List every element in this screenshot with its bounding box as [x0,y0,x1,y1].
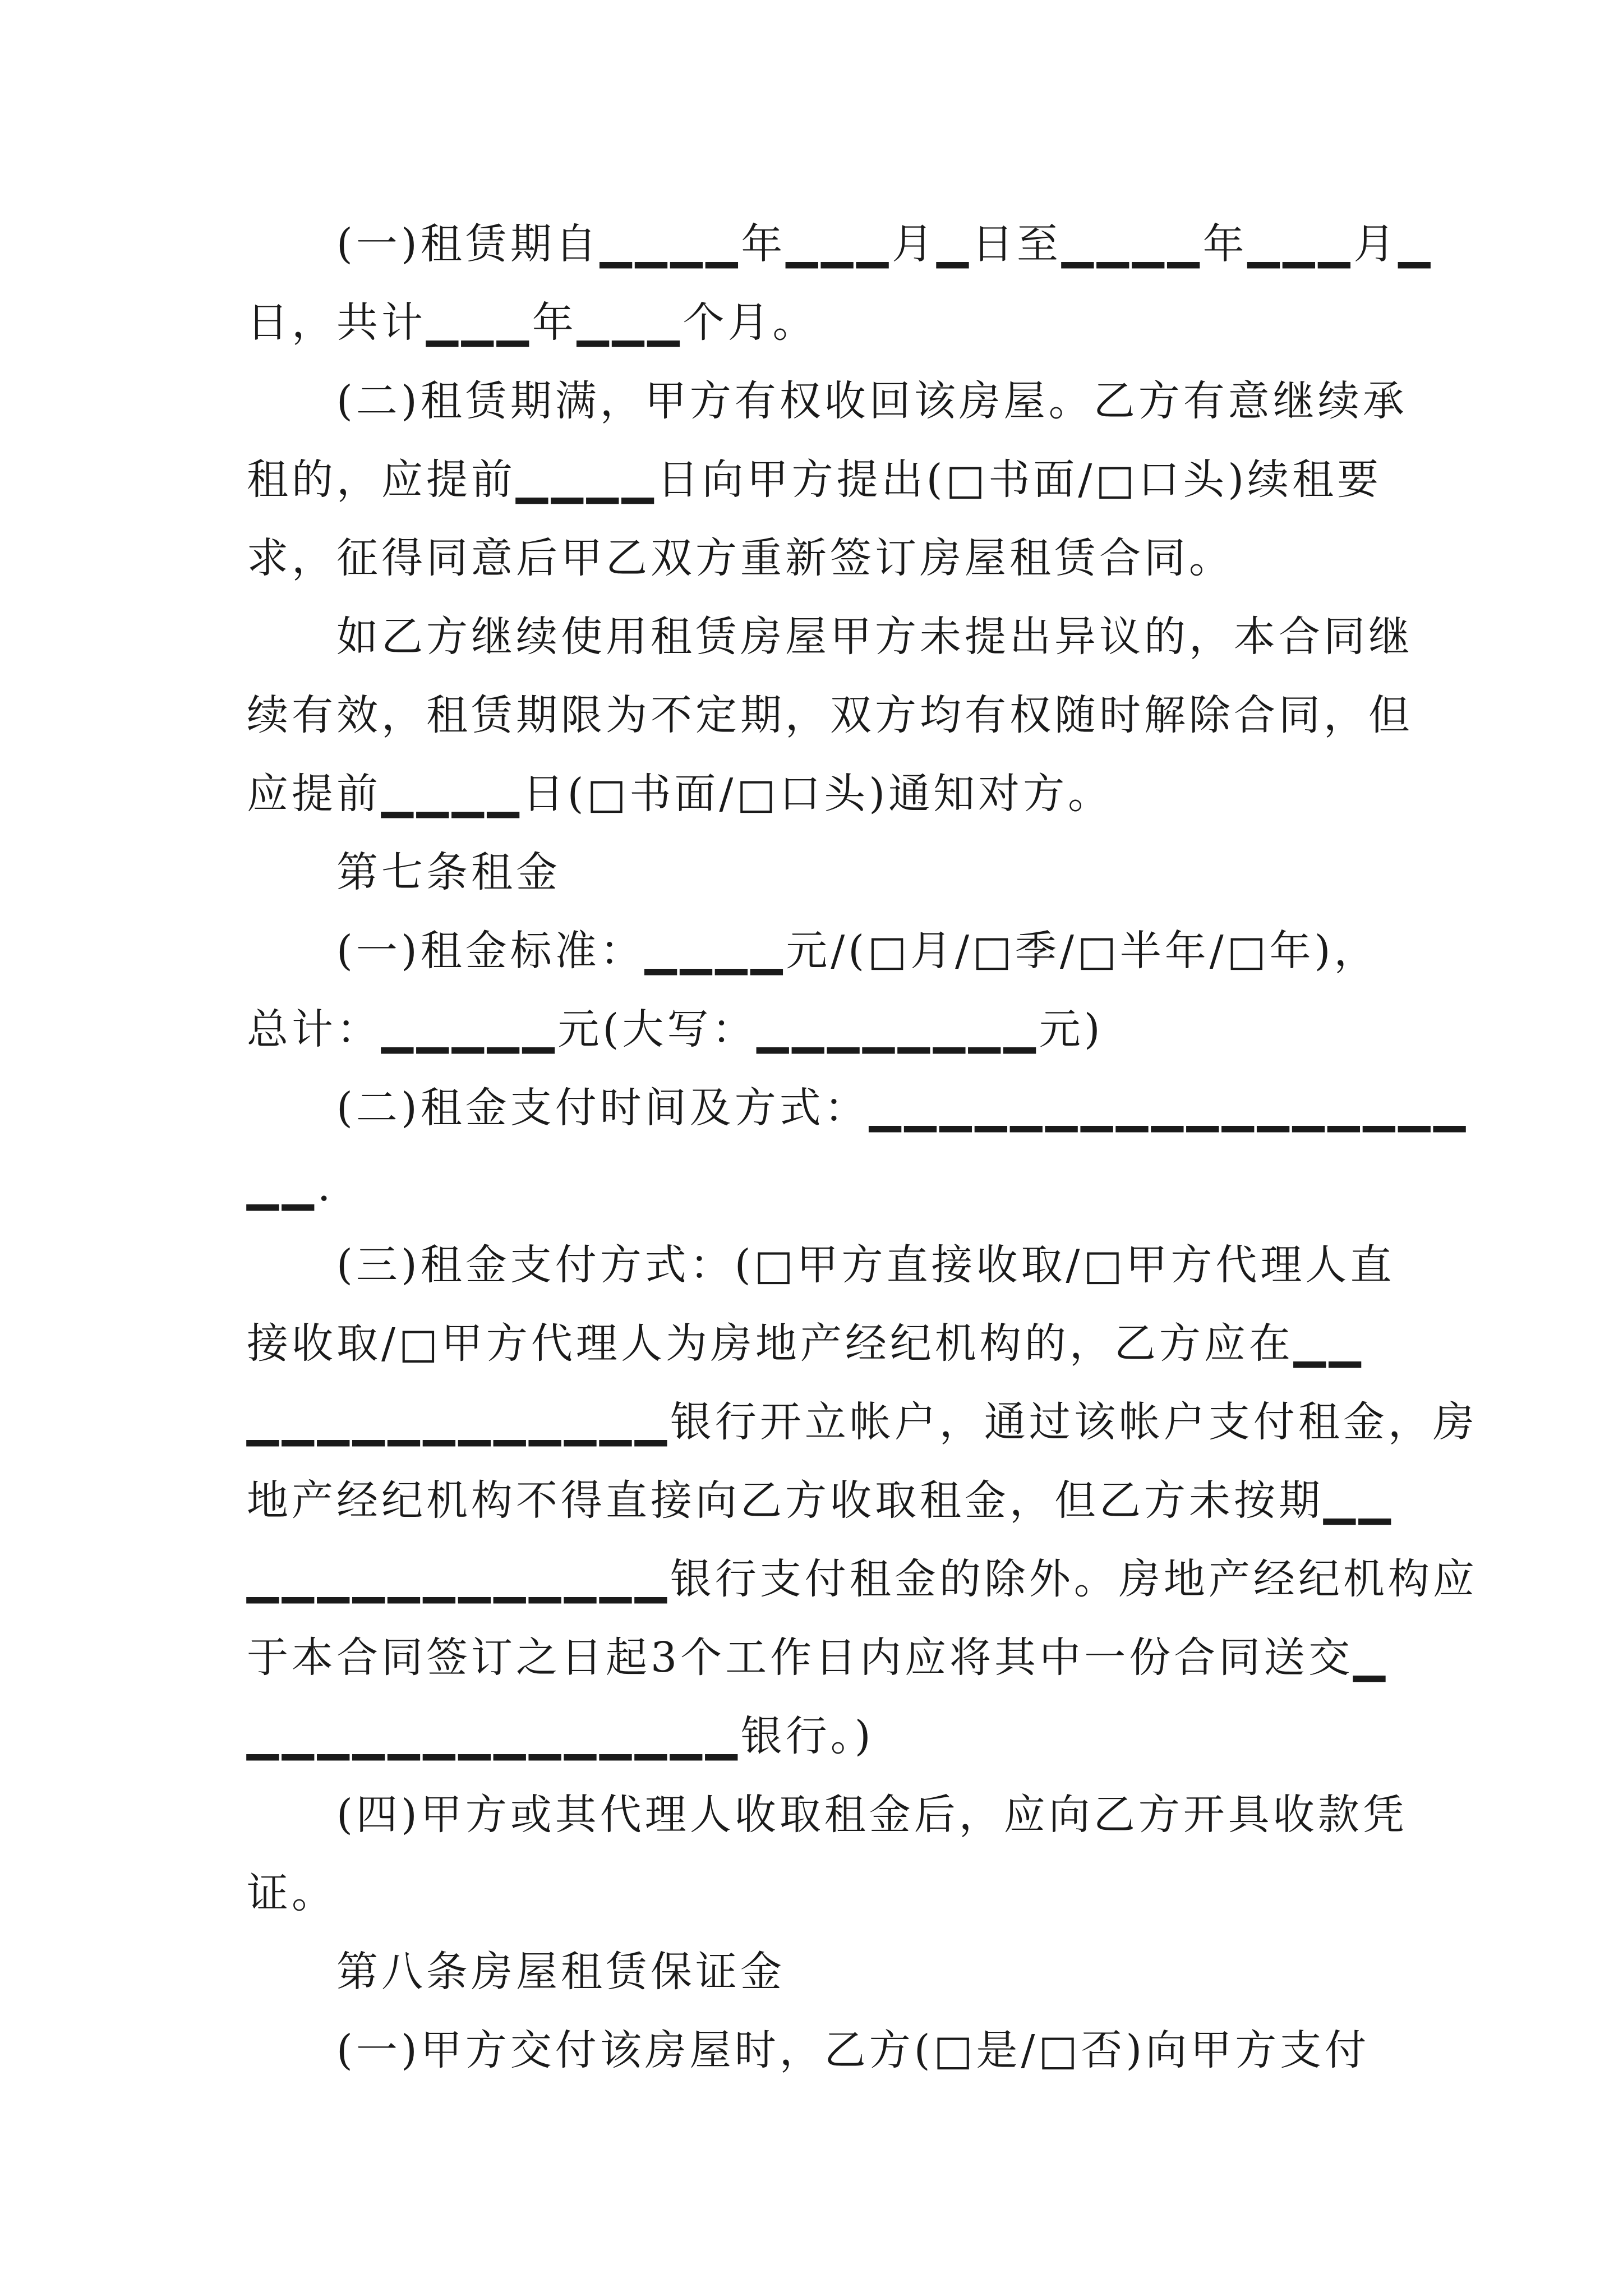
text-line: 应提前▁▁▁▁日(□书面/□口头)通知对方。 [247,770,1113,818]
text-line: (二)租赁期满，甲方有权收回该房屋。乙方有意继续承 [336,377,1408,425]
text-line: ▁▁▁▁▁▁▁▁▁▁▁▁▁▁银行。) [247,1712,874,1760]
text-line: (一)甲方交付该房屋时，乙方(□是/□否)向甲方支付 [336,2026,1370,2074]
text-line: (二)租金支付时间及方式：▁▁▁▁▁▁▁▁▁▁▁▁▁▁▁▁▁ [336,1084,1469,1132]
text-line: 租的，应提前▁▁▁▁日向甲方提出(□书面/□口头)续租要 [247,455,1382,504]
text-line: 地产经纪机构不得直接向乙方收取租金，但乙方未按期▁▁ [247,1476,1394,1525]
text-line: 续有效，租赁期限为不定期，双方均有权随时解除合同，但 [247,691,1413,739]
text-line: 日，共计▁▁▁年▁▁▁个月。 [247,298,818,347]
text-line: 接收取/□甲方代理人为房地产经纪机构的，乙方应在▁▁ [247,1319,1364,1368]
text-line: ▁▁. [247,1162,334,1211]
section-heading: 第八条房屋租赁保证金 [336,1948,785,1996]
text-line: 如乙方继续使用租赁房屋甲方未提出异议的，本合同继 [336,613,1413,661]
text-line: (一)租赁期自▁▁▁▁年▁▁▁月▁日至▁▁▁▁年▁▁▁月▁ [336,220,1434,268]
text-line: (一)租金标准：▁▁▁▁元/(□月/□季/□半年/□年)， [336,927,1379,975]
text-line: (三)租金支付方式：(□甲方直接收取/□甲方代理人直 [336,1241,1395,1289]
text-line: ▁▁▁▁▁▁▁▁▁▁▁▁银行支付租金的除外。房地产经纪机构应 [247,1555,1478,1603]
text-line: (四)甲方或其代理人收取租金后，应向乙方开具收款凭 [336,1791,1408,1839]
text-line: 证。 [247,1869,336,1917]
text-line: ▁▁▁▁▁▁▁▁▁▁▁▁银行开立帐户，通过该帐户支付租金，房 [247,1398,1478,1446]
text-line: 求，征得同意后甲乙双方重新签订房屋租赁合同。 [247,534,1234,582]
section-heading: 第七条租金 [336,848,561,896]
text-line: 总计：▁▁▁▁▁元(大写：▁▁▁▁▁▁▁▁元) [247,1005,1104,1053]
text-line: 于本合同签订之日起3个工作日内应将其中一份合同送交▁ [247,1634,1389,1682]
